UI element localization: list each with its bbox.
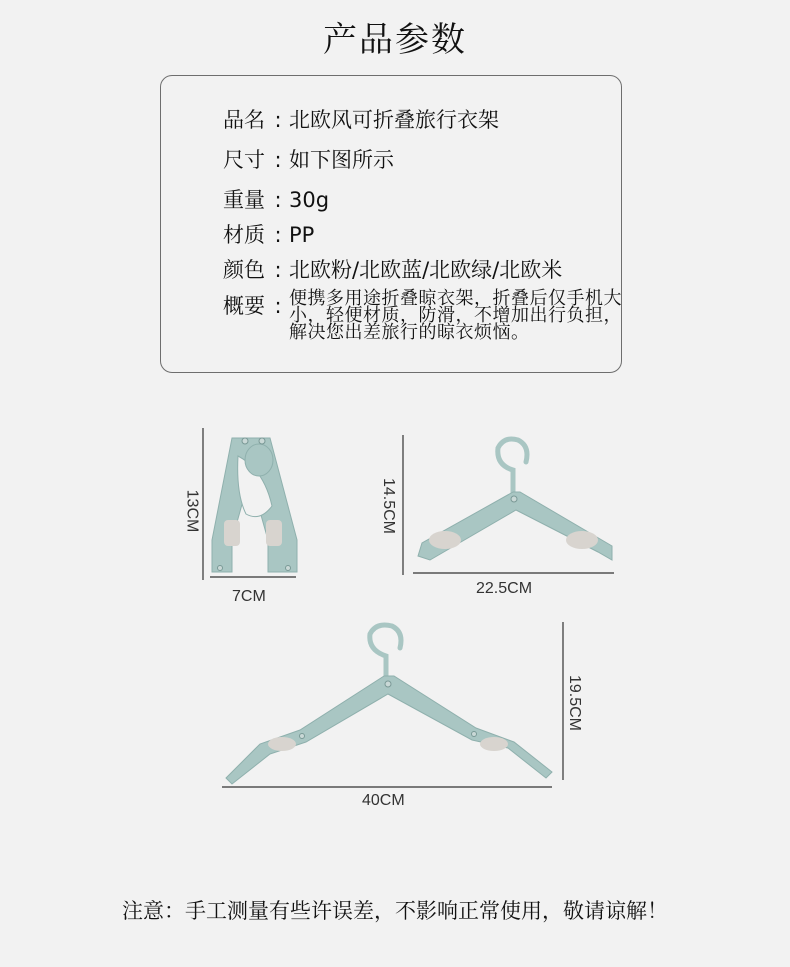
page-title: 产品参数: [323, 20, 467, 60]
param-value: PP: [289, 223, 315, 247]
param-row-summary: 概要 : 便携多用途折叠晾衣架，折叠后仅手机大小，轻便材质，防滑，不增加出行负担，解决您出差旅行的晾衣烦恼。: [223, 290, 289, 320]
half-width-label: 22.5CM: [476, 580, 533, 597]
param-label: 重量: [223, 188, 265, 212]
param-label: 颜色: [223, 258, 265, 282]
half-hanger-image: [403, 435, 614, 575]
param-value: 如下图所示: [289, 148, 394, 172]
param-label: 尺寸: [223, 148, 265, 172]
param-row-size: 尺寸 : 如下图所示: [223, 144, 394, 174]
param-row-material: 材质 : PP: [223, 219, 314, 249]
folded-height-label: 13CM: [183, 489, 201, 533]
full-width-label: 40CM: [362, 792, 405, 809]
param-value: 30g: [289, 188, 330, 212]
param-label: 概要: [223, 294, 265, 318]
param-label: 材质: [223, 223, 265, 247]
full-height-label: 19.5CM: [566, 674, 584, 732]
param-row-weight: 重量 : 30g: [223, 184, 329, 214]
folded-hanger-image: [203, 428, 297, 580]
param-value: 便携多用途折叠晾衣架，折叠后仅手机大小，轻便材质，防滑，不增加出行负担，解决您出差旅行的晾衣烦恼。: [289, 288, 622, 343]
half-height-label: 14.5CM: [380, 477, 398, 535]
measurement-note: 注意：手工测量有些许误差，不影响正常使用，敬请谅解！: [122, 899, 668, 923]
param-label: 品名: [223, 108, 265, 132]
param-row-name: 品名 : 北欧风可折叠旅行衣架: [223, 104, 499, 134]
param-value: 北欧风可折叠旅行衣架: [289, 108, 499, 132]
param-row-color: 颜色 : 北欧粉/北欧蓝/北欧绿/北欧米: [223, 254, 562, 284]
full-hanger-image: [222, 622, 563, 787]
folded-width-label: 7CM: [232, 588, 266, 605]
param-value: 北欧粉/北欧蓝/北欧绿/北欧米: [289, 258, 563, 282]
